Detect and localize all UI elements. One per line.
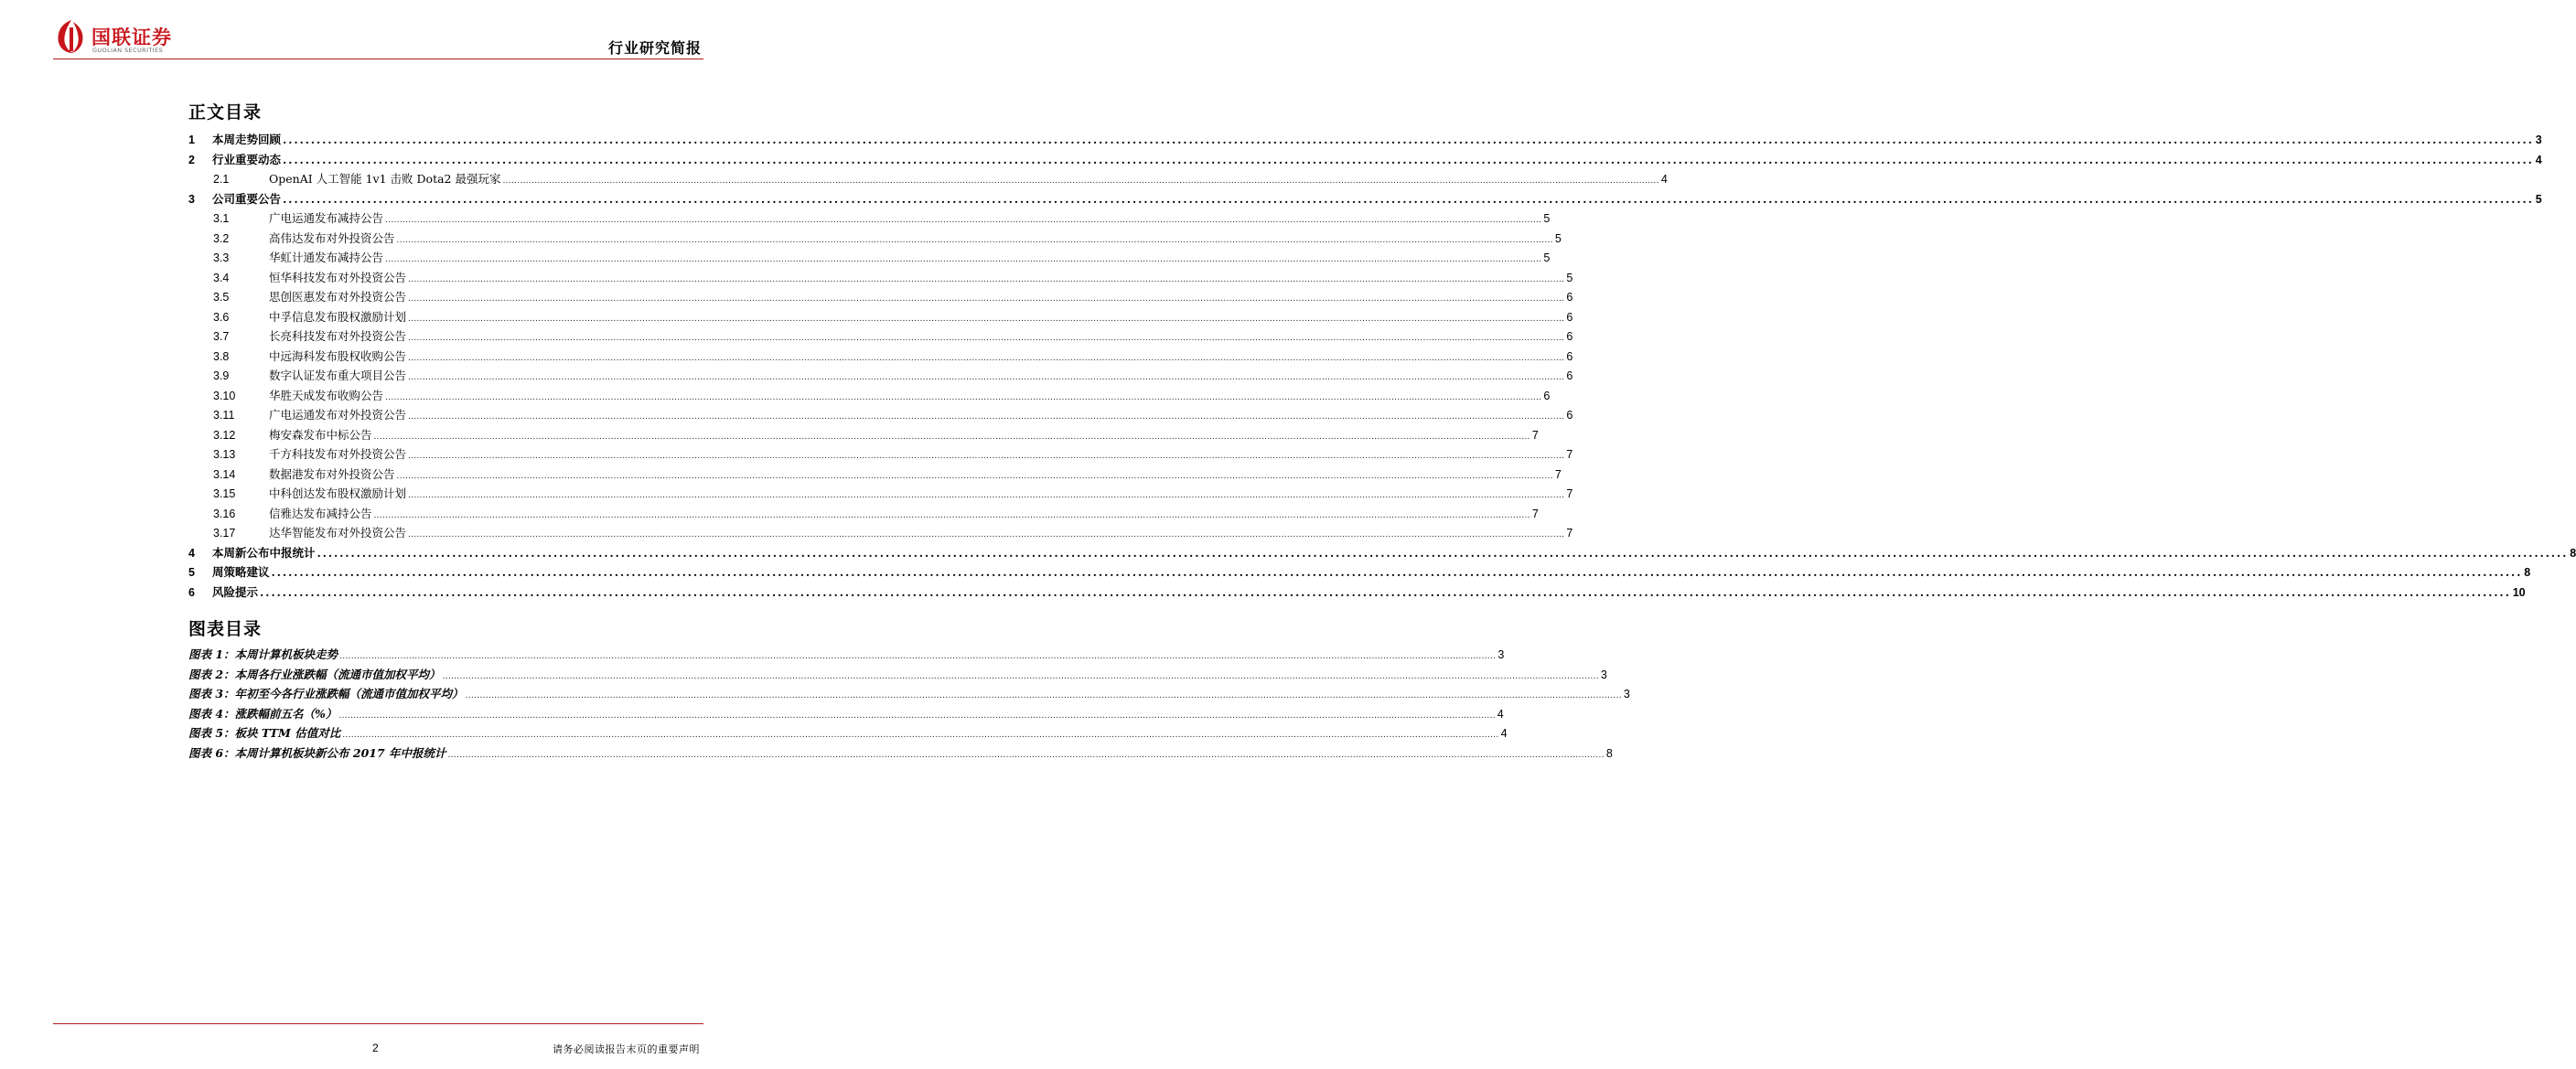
- toc-entry-page: 7: [1566, 527, 1573, 540]
- toc-entry[interactable]: [188, 485, 1573, 505]
- figures-list: [188, 646, 1630, 764]
- dot-leader: ................................................................................................................................................................................................................................................................................................................................................................................................................: [338, 711, 1496, 721]
- dot-leader: ................................................................................................................................................................................................................................................................................................................................................................................................................: [408, 353, 1565, 363]
- table-of-contents: [188, 131, 2576, 603]
- toc-entry[interactable]: [188, 131, 2542, 151]
- figure-entry[interactable]: [188, 724, 1508, 744]
- toc-entry-page: 6: [1566, 369, 1573, 382]
- toc-entry-title: 本周新公布中报统计: [212, 545, 316, 560]
- figure-entry-page: 4: [1497, 707, 1504, 721]
- toc-entry-page: 7: [1566, 487, 1573, 500]
- toc-entry[interactable]: [188, 387, 1551, 407]
- toc-entry[interactable]: [188, 465, 1562, 486]
- dot-leader: ................................................................................................................................................................................................................................................................................................................................................................................................................: [373, 510, 1530, 520]
- toc-entry[interactable]: [188, 327, 1573, 347]
- toc-entry-number: 3.17: [213, 527, 236, 540]
- toc-entry-number: 3.16: [213, 507, 236, 520]
- toc-entry-number: 3.15: [213, 487, 236, 500]
- toc-entry[interactable]: [188, 406, 1573, 426]
- toc-entry-number: 3.11: [213, 409, 235, 422]
- toc-entry-title: 信雅达发布减持公告: [269, 506, 372, 520]
- toc-entry[interactable]: [188, 249, 1551, 269]
- figure-entry-title: 图表 4：涨跌幅前五名（%）: [188, 706, 338, 721]
- dot-leader: ................................................................................................................................................................................................................................................................................................................................................................................................................: [408, 412, 1565, 422]
- toc-entry-number: 3.2: [213, 231, 230, 245]
- figure-entry-title: 图表 3：年初至今各行业涨跌幅（流通市值加权平均）: [188, 687, 464, 700]
- figure-entry[interactable]: [188, 705, 1504, 725]
- toc-entry-page: 5: [2535, 192, 2542, 206]
- figure-entry-title: 图表 6：本周计算机板块新公布 2017 年中报统计: [188, 745, 446, 760]
- toc-entry-title: 长亮科技发布对外投资公告: [269, 329, 407, 343]
- toc-entry-page: 8: [2524, 566, 2531, 579]
- dot-leader: ................................................................................................................................................................................................................................................................................................................................................................................................................: [339, 652, 1497, 661]
- toc-entry[interactable]: [188, 308, 1573, 328]
- toc-entry-title: 本周走势回顾: [212, 133, 282, 146]
- toc-entry-title: 行业重要动态: [212, 152, 282, 166]
- toc-entry[interactable]: [188, 367, 1573, 387]
- figure-entry-page: 4: [1500, 727, 1508, 740]
- toc-entry-number: 3: [188, 192, 195, 206]
- toc-heading: 正文目录: [188, 102, 263, 123]
- footer-divider: [53, 1023, 703, 1024]
- dot-leader: ................................................................................................................................................................................................................................................................................................................................................................................................................: [396, 235, 1553, 245]
- toc-entry[interactable]: [188, 190, 2542, 210]
- toc-entry[interactable]: [188, 151, 2542, 171]
- toc-entry-number: 2: [188, 153, 195, 166]
- figure-entry-title: 图表 2：本周各行业涨跌幅（流通市值加权平均）: [188, 667, 441, 681]
- figure-entry-page: 8: [1605, 746, 1613, 760]
- toc-entry-title: 华虹计通发布减持公告: [269, 251, 384, 264]
- toc-entry-number: 1: [188, 134, 195, 146]
- toc-entry-title: 高伟达发布对外投资公告: [269, 230, 395, 245]
- toc-entry-page: 7: [1531, 507, 1539, 520]
- toc-entry-page: 6: [1566, 409, 1573, 422]
- toc-entry-number: 6: [188, 585, 195, 599]
- toc-entry-page: 6: [1543, 389, 1551, 402]
- toc-entry-number: 5: [188, 566, 195, 579]
- toc-entry-number: 3.3: [213, 251, 230, 264]
- toc-entry-number: 3.12: [213, 428, 236, 442]
- dot-leader: ................................................................................................................................................................................................................................................................................................................................................................................................................: [373, 432, 1530, 442]
- dot-leader: ................................................................................................................................................................................................................................................................................................................................................................................................................: [385, 216, 1542, 225]
- dot-leader: ................................................................................................................................................................................................................................................................................................................................................................................................................: [408, 373, 1565, 382]
- toc-entry-number: 4: [188, 546, 195, 560]
- toc-entry-number: 3.7: [213, 330, 230, 343]
- figure-entry[interactable]: [188, 685, 1630, 705]
- toc-entry-title: 风险提示: [212, 584, 259, 599]
- figure-entry-title: 图表 5：板块 TTM 估值对比: [188, 726, 341, 740]
- toc-entry-page: 5: [1543, 212, 1551, 225]
- figure-entry[interactable]: [188, 666, 1607, 686]
- dot-leader: ................................................................................................................................................................................................................................................................................................................................................................................................................: [342, 731, 1499, 740]
- toc-entry-title: 中远海科发布股权收购公告: [269, 348, 407, 363]
- toc-entry-title: OpenAI 人工智能 1v1 击败 Dota2 最强玩家: [269, 172, 501, 186]
- dot-leader: ................................................................................................................................................................................................................................................................................................................................................................................................................: [408, 274, 1565, 284]
- disclaimer: 请务必阅读报告末页的重要声明: [553, 1043, 700, 1055]
- dot-leader: ................................................................................................................................................................................................................................................................................................................................................................................................................: [317, 545, 2569, 560]
- toc-entry-title: 恒华科技发布对外投资公告: [269, 270, 407, 284]
- toc-entry-title: 周策略建议: [212, 565, 270, 579]
- toc-entry-title: 数据港发布对外投资公告: [269, 466, 395, 481]
- toc-entry[interactable]: [188, 209, 1551, 230]
- dot-leader: ................................................................................................................................................................................................................................................................................................................................................................................................................: [283, 133, 2534, 146]
- toc-entry-number: 3.8: [213, 349, 230, 363]
- toc-entry-number: 3.5: [213, 291, 230, 304]
- dot-leader: ................................................................................................................................................................................................................................................................................................................................................................................................................: [283, 152, 2534, 166]
- dot-leader: ................................................................................................................................................................................................................................................................................................................................................................................................................: [408, 530, 1565, 540]
- dot-leader: ................................................................................................................................................................................................................................................................................................................................................................................................................: [447, 750, 1605, 760]
- toc-entry-number: 3.4: [213, 271, 230, 284]
- toc-entry-number: 2.1: [213, 173, 230, 186]
- toc-entry-page: 7: [1554, 467, 1562, 481]
- toc-entry-title: 广电运通发布减持公告: [269, 211, 384, 225]
- toc-entry-page: 5: [1554, 231, 1562, 245]
- toc-entry[interactable]: [188, 524, 1573, 544]
- toc-entry-page: 8: [2570, 546, 2576, 560]
- toc-entry-number: 3.6: [213, 310, 230, 324]
- toc-entry-page: 7: [1531, 428, 1539, 442]
- toc-entry-page: 10: [2512, 585, 2526, 599]
- toc-entry-page: 6: [1566, 310, 1573, 324]
- figure-entry[interactable]: [188, 744, 1613, 764]
- toc-entry[interactable]: [188, 426, 1539, 446]
- toc-entry[interactable]: [188, 288, 1573, 308]
- dot-leader: ................................................................................................................................................................................................................................................................................................................................................................................................................: [271, 565, 2523, 579]
- dot-leader: ................................................................................................................................................................................................................................................................................................................................................................................................................: [408, 294, 1565, 304]
- toc-entry-page: 5: [1566, 271, 1573, 284]
- dot-leader: ................................................................................................................................................................................................................................................................................................................................................................................................................: [385, 255, 1542, 264]
- logo-english-name: GUOLIAN SECURITIES: [92, 47, 164, 54]
- toc-entry[interactable]: [188, 445, 1573, 465]
- toc-entry-title: 广电运通发布对外投资公告: [269, 408, 407, 422]
- company-logo: [55, 18, 229, 55]
- figure-entry-page: 3: [1497, 648, 1505, 661]
- page-number: 2: [372, 1042, 379, 1054]
- toc-entry-number: 3.9: [213, 369, 230, 382]
- figures-heading: 图表目录: [188, 619, 263, 639]
- toc-entry-title: 公司重要公告: [212, 191, 282, 206]
- toc-entry-title: 中科创达发布股权激励计划: [269, 486, 407, 500]
- dot-leader: ................................................................................................................................................................................................................................................................................................................................................................................................................: [442, 671, 1599, 681]
- toc-entry-title: 思创医惠发布对外投资公告: [269, 290, 407, 304]
- dot-leader: ................................................................................................................................................................................................................................................................................................................................................................................................................: [396, 471, 1553, 481]
- toc-entry-number: 3.14: [213, 467, 236, 481]
- toc-entry-title: 数字认证发布重大项目公告: [269, 369, 407, 382]
- figure-entry-title: 图表 1：本周计算机板块走势: [188, 647, 338, 661]
- toc-entry[interactable]: [188, 347, 1573, 368]
- toc-entry[interactable]: [188, 170, 1668, 190]
- toc-entry[interactable]: [188, 583, 2526, 604]
- toc-entry-page: 6: [1566, 291, 1573, 304]
- dot-leader: ................................................................................................................................................................................................................................................................................................................................................................................................................: [408, 334, 1565, 343]
- dot-leader: ................................................................................................................................................................................................................................................................................................................................................................................................................: [408, 452, 1565, 461]
- toc-entry-page: 4: [1660, 173, 1668, 186]
- dot-leader: ................................................................................................................................................................................................................................................................................................................................................................................................................: [408, 491, 1565, 500]
- guolian-logo-icon: [55, 18, 88, 55]
- toc-entry-page: 6: [1566, 330, 1573, 343]
- toc-entry-number: 3.1: [213, 212, 230, 225]
- toc-entry[interactable]: [188, 544, 2576, 564]
- toc-entry[interactable]: [188, 269, 1573, 289]
- toc-entry-title: 达华智能发布对外投资公告: [269, 526, 407, 540]
- dot-leader: ................................................................................................................................................................................................................................................................................................................................................................................................................: [502, 176, 1659, 186]
- toc-entry-title: 千方科技发布对外投资公告: [269, 447, 407, 461]
- toc-entry[interactable]: [188, 505, 1539, 525]
- toc-entry-title: 梅安森发布中标公告: [269, 427, 372, 442]
- dot-leader: ................................................................................................................................................................................................................................................................................................................................................................................................................: [385, 392, 1542, 402]
- toc-entry-number: 3.13: [213, 448, 236, 461]
- toc-entry-page: 5: [1543, 251, 1551, 264]
- toc-entry-page: 6: [1566, 349, 1573, 363]
- dot-leader: ................................................................................................................................................................................................................................................................................................................................................................................................................: [408, 314, 1565, 324]
- toc-entry-page: 7: [1566, 448, 1573, 461]
- toc-entry[interactable]: [188, 563, 2531, 583]
- toc-entry-title: 华胜天成发布收购公告: [269, 388, 384, 402]
- figure-entry-page: 3: [1623, 688, 1630, 700]
- dot-leader: ................................................................................................................................................................................................................................................................................................................................................................................................................: [465, 691, 1622, 700]
- dot-leader: ................................................................................................................................................................................................................................................................................................................................................................................................................: [283, 191, 2534, 206]
- logo-chinese-name: 国联证券: [91, 27, 172, 48]
- toc-entry-number: 3.10: [213, 389, 236, 402]
- figure-entry[interactable]: [188, 646, 1505, 666]
- toc-entry-title: 中孚信息发布股权激励计划: [269, 309, 407, 324]
- report-type: 行业研究简报: [607, 39, 702, 57]
- toc-entry[interactable]: [188, 230, 1562, 250]
- toc-entry-page: 4: [2535, 153, 2542, 166]
- toc-entry-page: 3: [2535, 134, 2542, 146]
- dot-leader: ................................................................................................................................................................................................................................................................................................................................................................................................................: [260, 584, 2511, 599]
- figure-entry-page: 3: [1600, 668, 1607, 681]
